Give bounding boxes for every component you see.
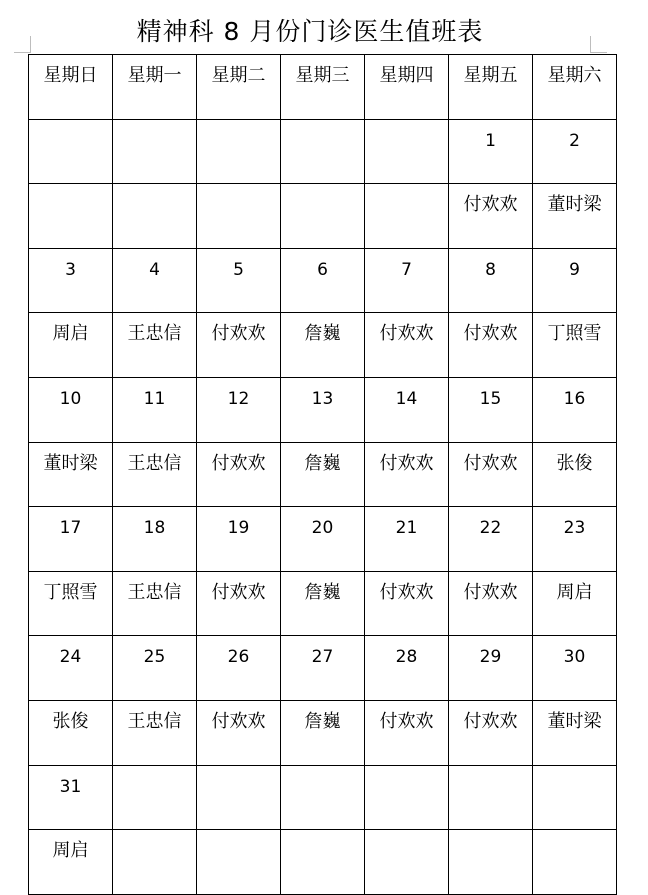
date-number: 25 bbox=[143, 647, 166, 668]
doctor-cell bbox=[197, 700, 281, 765]
date-number: 14 bbox=[395, 388, 418, 409]
doctor-name: 丁照雪 bbox=[547, 323, 602, 345]
date-cell bbox=[197, 765, 281, 830]
date-row bbox=[29, 507, 617, 572]
date-row bbox=[29, 636, 617, 701]
date-cell bbox=[365, 119, 449, 184]
date-cell bbox=[197, 248, 281, 313]
date-cell bbox=[365, 765, 449, 830]
weekday-label: 星期六 bbox=[547, 65, 602, 86]
date-number: 1 bbox=[485, 130, 496, 151]
date-cell bbox=[29, 248, 113, 313]
doctor-name: 詹巍 bbox=[304, 323, 341, 345]
date-number: 28 bbox=[395, 647, 418, 668]
date-number: 5 bbox=[233, 259, 244, 280]
date-cell bbox=[365, 636, 449, 701]
doctor-cell bbox=[365, 313, 449, 378]
weekday-label: 星期四 bbox=[379, 65, 434, 86]
doctor-name: 丁照雪 bbox=[43, 581, 98, 603]
doctor-name: 詹巍 bbox=[304, 452, 341, 474]
date-row bbox=[29, 377, 617, 442]
date-number: 30 bbox=[563, 647, 586, 668]
doctor-name: 王忠信 bbox=[127, 710, 182, 732]
date-cell bbox=[365, 507, 449, 572]
doctor-cell bbox=[365, 571, 449, 636]
doctor-name: 董时梁 bbox=[43, 452, 98, 474]
date-number: 31 bbox=[59, 776, 82, 797]
doctor-cell bbox=[281, 571, 365, 636]
doctor-cell bbox=[533, 571, 617, 636]
doctor-cell bbox=[113, 184, 197, 249]
weekday-header-monday bbox=[113, 55, 197, 120]
date-number: 8 bbox=[485, 259, 496, 280]
date-cell bbox=[29, 119, 113, 184]
date-number: 2 bbox=[569, 130, 580, 151]
doctor-cell bbox=[281, 184, 365, 249]
date-cell bbox=[449, 507, 533, 572]
weekday-header-thursday bbox=[365, 55, 449, 120]
doctor-name: 付欢欢 bbox=[379, 581, 434, 603]
date-cell bbox=[113, 119, 197, 184]
date-number: 12 bbox=[227, 388, 250, 409]
doctor-cell bbox=[281, 442, 365, 507]
doctor-cell bbox=[29, 700, 113, 765]
date-cell bbox=[281, 377, 365, 442]
date-number: 23 bbox=[563, 518, 586, 539]
doctor-name: 董时梁 bbox=[547, 710, 602, 732]
date-cell bbox=[197, 377, 281, 442]
date-number: 7 bbox=[401, 259, 412, 280]
date-cell bbox=[29, 765, 113, 830]
doctor-cell bbox=[113, 313, 197, 378]
doctor-cell bbox=[29, 313, 113, 378]
date-number: 3 bbox=[65, 259, 76, 280]
date-cell bbox=[281, 636, 365, 701]
doctor-cell bbox=[197, 442, 281, 507]
date-number: 27 bbox=[311, 647, 334, 668]
weekday-header-wednesday bbox=[281, 55, 365, 120]
date-cell bbox=[533, 636, 617, 701]
doctor-cell bbox=[29, 442, 113, 507]
date-number: 9 bbox=[569, 259, 580, 280]
doctor-name: 付欢欢 bbox=[379, 710, 434, 732]
date-cell bbox=[533, 765, 617, 830]
date-number: 24 bbox=[59, 647, 82, 668]
weekday-label: 星期日 bbox=[43, 65, 98, 86]
doctor-name: 詹巍 bbox=[304, 581, 341, 603]
doctor-name: 张俊 bbox=[52, 710, 89, 732]
doctor-name: 付欢欢 bbox=[463, 710, 518, 732]
doctor-name: 王忠信 bbox=[127, 452, 182, 474]
date-cell bbox=[113, 507, 197, 572]
date-cell bbox=[533, 377, 617, 442]
doctor-cell bbox=[281, 313, 365, 378]
doctor-name: 付欢欢 bbox=[211, 452, 266, 474]
doctor-name: 董时梁 bbox=[547, 194, 602, 216]
date-row bbox=[29, 119, 617, 184]
date-number: 16 bbox=[563, 388, 586, 409]
date-cell bbox=[197, 507, 281, 572]
date-cell bbox=[113, 248, 197, 313]
doctor-cell bbox=[29, 571, 113, 636]
date-number: 20 bbox=[311, 518, 334, 539]
doctor-name: 付欢欢 bbox=[463, 323, 518, 345]
date-cell bbox=[197, 636, 281, 701]
doctor-name: 詹巍 bbox=[304, 710, 341, 732]
weekday-header-row bbox=[29, 55, 617, 120]
duty-schedule-table bbox=[28, 54, 617, 895]
date-number: 17 bbox=[59, 518, 82, 539]
weekday-header-friday bbox=[449, 55, 533, 120]
doctor-row bbox=[29, 700, 617, 765]
date-cell bbox=[533, 507, 617, 572]
margin-corner-mark-left bbox=[14, 36, 31, 53]
doctor-row bbox=[29, 313, 617, 378]
weekday-label: 星期五 bbox=[463, 65, 518, 86]
doctor-name: 付欢欢 bbox=[463, 194, 518, 216]
doctor-row bbox=[29, 184, 617, 249]
date-number: 22 bbox=[479, 518, 502, 539]
doctor-name: 周启 bbox=[52, 323, 89, 345]
date-number: 11 bbox=[143, 388, 166, 409]
date-cell bbox=[281, 248, 365, 313]
date-number: 15 bbox=[479, 388, 502, 409]
date-cell bbox=[449, 248, 533, 313]
doctor-cell bbox=[533, 184, 617, 249]
doctor-cell bbox=[449, 184, 533, 249]
doctor-name: 付欢欢 bbox=[211, 323, 266, 345]
doctor-cell bbox=[365, 442, 449, 507]
doctor-cell bbox=[113, 700, 197, 765]
date-cell bbox=[533, 248, 617, 313]
doctor-cell bbox=[113, 442, 197, 507]
date-number: 21 bbox=[395, 518, 418, 539]
date-number: 13 bbox=[311, 388, 334, 409]
date-cell bbox=[197, 119, 281, 184]
doctor-cell bbox=[533, 700, 617, 765]
page-title: 精神科 8 月份门诊医生值班表 bbox=[136, 17, 484, 46]
doctor-cell bbox=[533, 313, 617, 378]
doctor-cell bbox=[197, 184, 281, 249]
date-cell bbox=[29, 377, 113, 442]
date-cell bbox=[113, 636, 197, 701]
date-cell bbox=[281, 507, 365, 572]
doctor-cell bbox=[197, 313, 281, 378]
margin-corner-mark-right bbox=[590, 36, 607, 53]
doctor-name: 付欢欢 bbox=[379, 452, 434, 474]
date-number: 19 bbox=[227, 518, 250, 539]
date-cell bbox=[281, 765, 365, 830]
date-cell bbox=[449, 119, 533, 184]
doctor-cell bbox=[449, 442, 533, 507]
doctor-cell bbox=[449, 700, 533, 765]
date-cell bbox=[449, 636, 533, 701]
doctor-row bbox=[29, 442, 617, 507]
doctor-cell bbox=[197, 571, 281, 636]
weekday-label: 星期一 bbox=[127, 65, 182, 86]
doctor-name: 付欢欢 bbox=[379, 323, 434, 345]
doctor-cell bbox=[281, 700, 365, 765]
weekday-header-sunday bbox=[29, 55, 113, 120]
date-cell bbox=[533, 119, 617, 184]
date-cell bbox=[29, 507, 113, 572]
doctor-name: 周启 bbox=[556, 581, 593, 603]
date-number: 10 bbox=[59, 388, 82, 409]
doctor-name: 付欢欢 bbox=[463, 452, 518, 474]
weekday-label: 星期三 bbox=[295, 65, 350, 86]
weekday-label: 星期二 bbox=[211, 65, 266, 86]
date-cell bbox=[113, 377, 197, 442]
date-number: 29 bbox=[479, 647, 502, 668]
date-number: 4 bbox=[149, 259, 160, 280]
date-row bbox=[29, 248, 617, 313]
doctor-name: 张俊 bbox=[556, 452, 593, 474]
date-cell bbox=[449, 765, 533, 830]
date-cell bbox=[365, 377, 449, 442]
doctor-cell bbox=[365, 184, 449, 249]
date-number: 18 bbox=[143, 518, 166, 539]
date-row bbox=[29, 765, 617, 830]
date-cell bbox=[113, 765, 197, 830]
doctor-cell bbox=[449, 571, 533, 636]
doctor-name: 付欢欢 bbox=[211, 581, 266, 603]
weekday-header-saturday bbox=[533, 55, 617, 120]
weekday-header-tuesday bbox=[197, 55, 281, 120]
date-number: 26 bbox=[227, 647, 250, 668]
doctor-cell bbox=[29, 184, 113, 249]
doctor-name: 付欢欢 bbox=[211, 710, 266, 732]
doctor-cell bbox=[449, 313, 533, 378]
doctor-cell bbox=[113, 571, 197, 636]
date-cell bbox=[365, 248, 449, 313]
date-cell bbox=[281, 119, 365, 184]
doctor-cell bbox=[365, 700, 449, 765]
doctor-cell bbox=[533, 442, 617, 507]
date-number: 6 bbox=[317, 259, 328, 280]
date-cell bbox=[449, 377, 533, 442]
doctor-name: 周启 bbox=[52, 840, 89, 862]
doctor-name: 王忠信 bbox=[127, 323, 182, 345]
doctor-name: 王忠信 bbox=[127, 581, 182, 603]
doctor-row bbox=[29, 571, 617, 636]
date-cell bbox=[29, 636, 113, 701]
doctor-name: 付欢欢 bbox=[463, 581, 518, 603]
